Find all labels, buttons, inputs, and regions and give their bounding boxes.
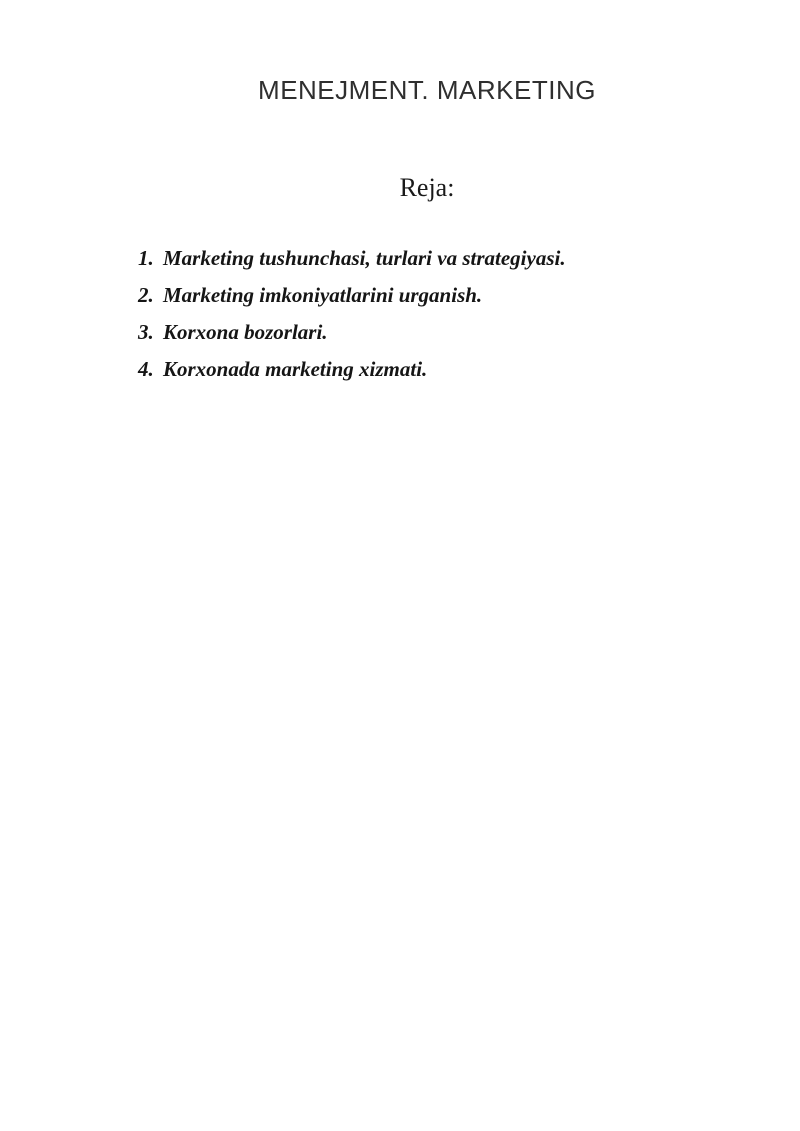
page-title: MENEJMENT. MARKETING <box>258 75 596 105</box>
list-item-text: Korxona bozorlari. <box>163 320 328 344</box>
list-item <box>138 240 716 277</box>
plan-list <box>138 240 716 388</box>
list-item-number: 1. <box>138 246 154 270</box>
list-item <box>138 314 716 351</box>
page-subtitle: Reja: <box>399 173 455 202</box>
list-item-number: 4. <box>138 357 154 381</box>
list-item-text: Marketing tushunchasi, turlari va strategiyasi. <box>163 246 566 270</box>
list-item-text: Korxonada marketing xizmati. <box>163 357 428 381</box>
list-item <box>138 351 716 388</box>
list-item-number: 2. <box>138 283 154 307</box>
list-item-text: Marketing imkoniyatlarini urganish. <box>163 283 483 307</box>
list-item <box>138 277 716 314</box>
list-item-number: 3. <box>138 320 154 344</box>
